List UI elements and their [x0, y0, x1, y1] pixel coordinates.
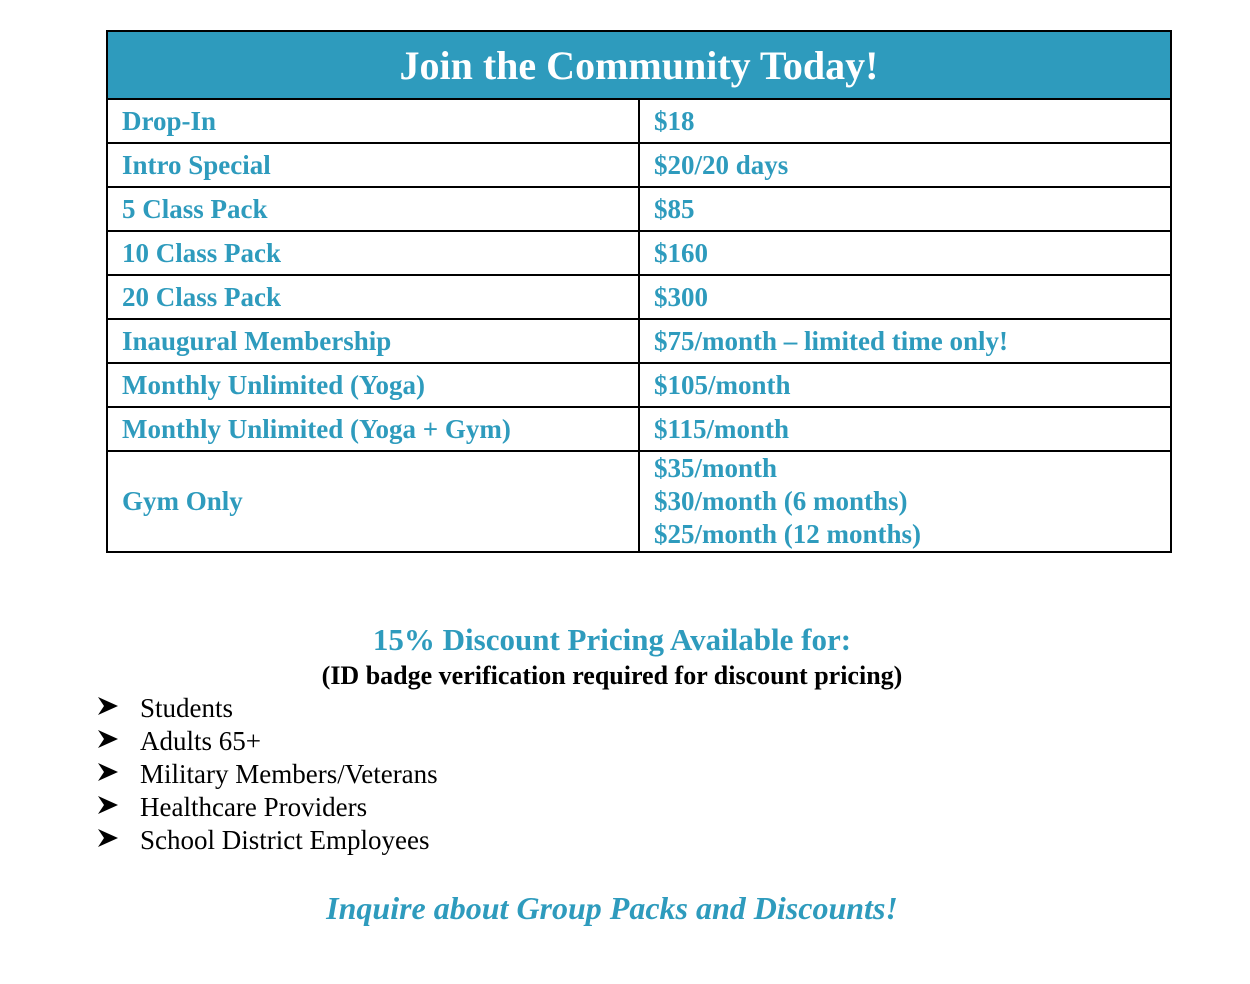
- plan-name: 10 Class Pack: [107, 231, 639, 275]
- price-line: $300: [654, 281, 708, 312]
- pricing-row: [107, 407, 1171, 451]
- pricing-table: [106, 30, 1172, 553]
- price-line: $30/month (6 months): [654, 486, 908, 516]
- price-line: $25/month (12 months): [654, 519, 922, 549]
- discount-list: [98, 692, 438, 857]
- arrowhead-bullet-icon: [98, 692, 140, 725]
- pricing-table-body: [107, 99, 1171, 552]
- plan-price: [639, 407, 1171, 451]
- discount-list-item: [98, 692, 438, 725]
- pricing-row: [107, 99, 1171, 143]
- arrowhead-bullet-icon: [98, 791, 140, 824]
- plan-price: [639, 231, 1171, 275]
- plan-name: Intro Special: [107, 143, 639, 187]
- discount-list-item: [98, 824, 438, 857]
- plan-name: 20 Class Pack: [107, 275, 639, 319]
- plan-price: [639, 363, 1171, 407]
- plan-name: 5 Class Pack: [107, 187, 639, 231]
- pricing-row: [107, 275, 1171, 319]
- pricing-row: [107, 451, 1171, 552]
- plan-name: Inaugural Membership: [107, 319, 639, 363]
- discount-item-label: School District Employees: [140, 825, 430, 855]
- plan-name: Monthly Unlimited (Yoga + Gym): [107, 407, 639, 451]
- discount-item-label: Students: [140, 693, 234, 723]
- discount-list-item: [98, 725, 438, 758]
- plan-price: [639, 143, 1171, 187]
- plan-name: Gym Only: [107, 451, 639, 552]
- plan-name: Monthly Unlimited (Yoga): [107, 363, 639, 407]
- pricing-row: [107, 319, 1171, 363]
- discount-title: 15% Discount Pricing Available for:: [372, 622, 852, 657]
- price-line: $115/month: [654, 413, 790, 444]
- plan-price: [639, 319, 1171, 363]
- discount-note: (ID badge verification required for discount pricing): [321, 661, 903, 690]
- price-line: $75/month – limited time only!: [654, 325, 1008, 356]
- pricing-row: [107, 363, 1171, 407]
- pricing-row: [107, 187, 1171, 231]
- arrowhead-bullet-icon: [98, 725, 140, 758]
- plan-price: [639, 451, 1171, 552]
- footer-note: Inquire about Group Packs and Discounts!: [326, 890, 898, 926]
- arrowhead-bullet-icon: [98, 758, 140, 791]
- price-line: $18: [654, 105, 695, 136]
- pricing-row: [107, 143, 1171, 187]
- plan-price: [639, 275, 1171, 319]
- discount-item-label: Military Members/Veterans: [140, 759, 438, 789]
- plan-price: [639, 187, 1171, 231]
- plan-price: [639, 99, 1171, 143]
- pricing-table-title: Join the Community Today!: [107, 31, 1171, 99]
- price-line: $160: [654, 237, 708, 268]
- price-line: $85: [654, 193, 695, 224]
- price-line: $20/20 days: [654, 149, 789, 180]
- discount-list-item: [98, 758, 438, 791]
- discount-list-item: [98, 791, 438, 824]
- discount-item-label: Healthcare Providers: [140, 792, 368, 822]
- discount-item-label: Adults 65+: [140, 726, 261, 756]
- arrowhead-bullet-icon: [98, 824, 140, 857]
- pricing-row: [107, 231, 1171, 275]
- price-line: $35/month: [654, 453, 778, 483]
- plan-name: Drop-In: [107, 99, 639, 143]
- price-line: $105/month: [654, 369, 791, 400]
